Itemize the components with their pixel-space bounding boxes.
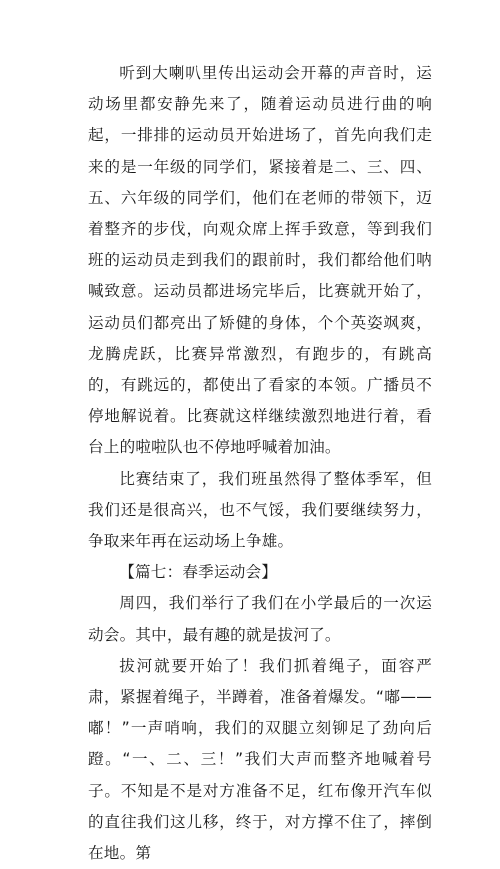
paragraph-intro: 周四，我们举行了我们在小学最后的一次运动会。其中，最有趣的就是拔河了。 <box>88 594 432 644</box>
paragraph-tug-of-war: 拔河就要开始了！我们抓着绳子，面容严肃，紧握着绳子，半蹲着，准备着爆发。“嘟——嘟！”一声哨响，我们的双腿立刻铆足了劲向后蹬。“一、二、三！”我们大声而整齐地喊着号子。不知是不是对方准备不足，红布像开汽车似的直往我们这儿移，终于，对方撑不住了，摔倒在地。第 <box>88 656 432 863</box>
paragraph-result: 比赛结束了，我们班虽然得了整体季军，但我们还是很高兴，也不气馁，我们要继续努力，争取来年再在运动场上争雄。 <box>88 469 432 551</box>
section-heading: 【篇七：春季运动会】 <box>119 563 278 582</box>
paragraph-opening: 听到大喇叭里传出运动会开幕的声音时，运动场里都安静先来了，随着运动员进行曲的响起，一排排的运动员开始进场了，首先向我们走来的是一年级的同学们，紧接着是二、三、四、五、六年级的同学们，他们在老师的带领下，迈着整齐的步伐，向观众席上挥手致意，等到我们班的运动员走到我们的跟前时，我们都给他们呐喊致意。运动员都进场完毕后，比赛就开始了，运动员们都亮出了矫健的身体，个个英姿飒爽，龙腾虎跃，比赛异常激烈，有跑步的，有跳高的，有跳远的，都使出了看家的本领。广播员不停地解说着。比赛就这样继续激烈地进行着，看台上的啦啦队也不停地呼喊着加油。 <box>88 64 432 457</box>
document-body <box>88 58 432 869</box>
